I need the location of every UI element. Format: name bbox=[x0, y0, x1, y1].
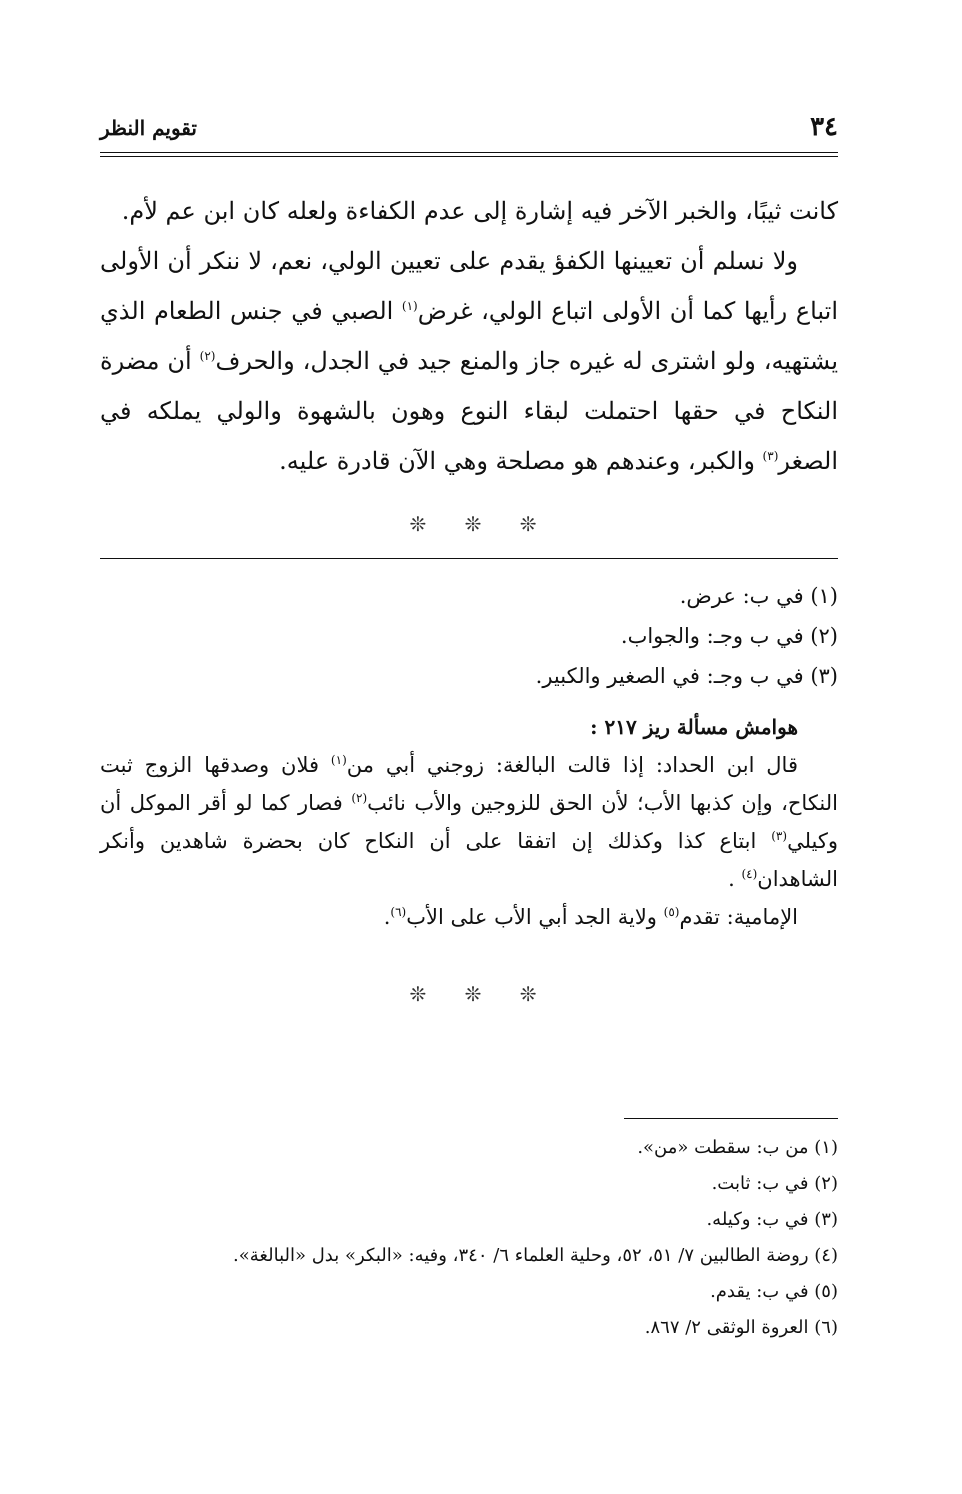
footnote: (٤) روضة الطالبين ٧/ ٥١، ٥٢، وحلية العلماء ٦/ ٣٤٠، وفيه: «البكر» بدل «البالغة». bbox=[233, 1245, 838, 1266]
margin-notes-section bbox=[100, 708, 838, 936]
section-heading: هوامش مسألة ريز ٢١٧ : bbox=[590, 715, 798, 739]
running-title: تقويم النظر bbox=[100, 116, 197, 140]
footnote-ref-3: (٣) bbox=[771, 829, 788, 843]
footnotes-bottom bbox=[100, 1130, 838, 1346]
footnote: (٣) في ب وجـ: في الصغير والكبير. bbox=[535, 664, 838, 688]
header-rule-thin bbox=[100, 156, 838, 157]
footnote-ref-5: (٥) bbox=[663, 905, 680, 919]
main-text bbox=[100, 186, 838, 486]
footnote-rule bbox=[100, 558, 838, 559]
footnote: (٦) العروة الوثقى ٢/ ٨٦٧. bbox=[644, 1317, 838, 1338]
footnote-rule-short bbox=[624, 1118, 838, 1119]
footnotes-top bbox=[100, 576, 838, 696]
footnote-ref-6: (٦) bbox=[390, 905, 407, 919]
footnote: (٢) في ب: ثابت. bbox=[711, 1173, 838, 1194]
section-separator: ❊ ❊ ❊ bbox=[409, 512, 553, 536]
section-paragraph-1: قال ابن الحداد: إذا قالت البالغة: زوجني أبي من$^{(١)}$ فلان وصدقها الزوج ثبت النكاح، وإن كذبها الأب؛ لأن الحق للزوجين والأب نائب$^{(٢)}$ فصار كما لو أقر الموكل أن وكيلي$^{(٣)}$ ابتاع كذا وكذلك إن اتفقا على أن النكاح كان بحضرة شاهدين وأنكر الشاهدان$^{(٤)}$ . bbox=[100, 753, 838, 891]
footnote-ref-2: (٢) bbox=[199, 349, 216, 363]
footnote-ref-2: (٢) bbox=[351, 791, 368, 805]
footnote: (٥) في ب: يقدم. bbox=[710, 1281, 838, 1302]
footnote: (٢) في ب وجـ: والجواب. bbox=[620, 624, 838, 648]
footnote-ref-1: (١) bbox=[330, 753, 347, 767]
page-number: ٣٤ bbox=[810, 112, 838, 142]
footnote: (١) في ب: عرض. bbox=[679, 584, 838, 608]
footnote-ref-1: (١) bbox=[401, 299, 418, 313]
footnote-ref-3: (٣) bbox=[762, 449, 779, 463]
header-rule bbox=[100, 152, 838, 153]
section-paragraph-2: الإمامية: تقدم$^{(٥)}$ ولاية الجد أبي الأب على الأب$^{(٦)}$. bbox=[383, 905, 798, 929]
page-header bbox=[100, 112, 838, 148]
paragraph-2: ولا نسلم أن تعيينها الكفؤ يقدم على تعيين الولي، نعم، لا ننكر أن الأولى اتباع رأيها كما أن الأولى اتباع الولي، غرض$^{(١)}$ الصبي في جنس الطعام الذي يشتهيه، ولو اشترى له غيره جاز والمنع جيد في الجدل، والحرف$^{(٢)}$ أن مضرة النكاح في حقها احتملت لبقاء النوع وهون بالشهوة والولي يملكه في الصغر$^{(٣)}$ والكبر، وعندهم هو مصلحة وهي الآن قادرة عليه. bbox=[100, 247, 839, 475]
paragraph-1: كانت ثيبًا، والخبر الآخر فيه إشارة إلى عدم الكفاءة ولعله كان ابن عم لأم. bbox=[121, 197, 838, 225]
footnote-ref-4: (٤) bbox=[741, 867, 758, 881]
footnote: (١) من ب: سقطت «من». bbox=[637, 1137, 838, 1158]
section-separator: ❊ ❊ ❊ bbox=[409, 982, 553, 1006]
footnote: (٣) في ب: وكيله. bbox=[706, 1209, 838, 1230]
